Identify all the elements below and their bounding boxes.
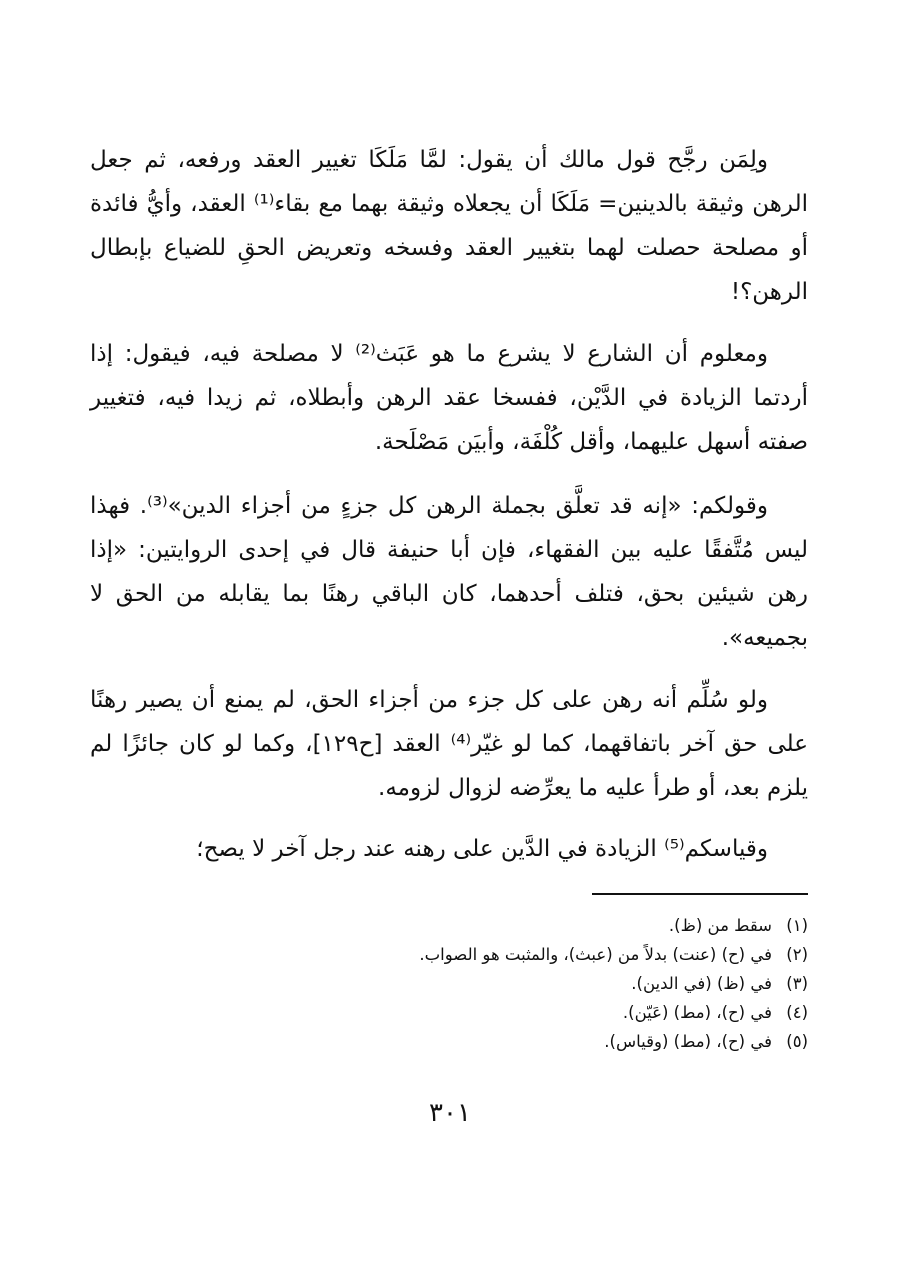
page-number: ٣٠١ <box>429 1098 471 1128</box>
paragraph-text: ولِمَن رجَّح قول مالك أن يقول: لمَّا مَلَكَا تغيير العقد ورفعه، ثم جعل الرهن وثيقة بالدينين= مَلَكَا أن يجعلاه وثيقة بهما مع بقاء⁽¹⁾ العقد، وأيُّ فائدة أو مصلحة حصلت لهما بتغيير العقد وفسخه وتعريض الحقِ للضياع بإبطال الرهن؟! <box>90 147 809 305</box>
footnote-separator <box>592 893 808 895</box>
footnote-text: في (ح)، (مط) (عَيّن). <box>622 1003 772 1022</box>
body-paragraph-5 <box>90 827 808 871</box>
footnote-text: سقط من (ظ). <box>668 916 772 935</box>
footnote-text: في (ح) (عنت) بدلاً من (عبث)، والمثبت هو الصواب. <box>419 945 772 964</box>
paragraph-text: وقولكم: «إنه قد تعلَّق بجملة الرهن كل جزءٍ من أجزاء الدين»⁽³⁾. فهذا ليس مُتَّفقًا عليه بين الفقهاء، فإن أبا حنيفة قال في إحدى الروايتين: «إذا رهن شيئين بحق، فتلف أحدهما، كان الباقي رهنًا بما يقابله من الحق لا بجميعه». <box>90 493 808 651</box>
footnote-number: (٢) <box>786 945 808 964</box>
footnote-text: في (ظ) (في الدين). <box>631 974 772 993</box>
body-paragraph-2 <box>90 332 808 464</box>
paragraph-text: ومعلوم أن الشارع لا يشرع ما هو عَبَث⁽²⁾ لا مصلحة فيه، فيقول: إذا أردتما الزيادة في الدَّيْن، ففسخا عقد الرهن وأبطلاه، ثم زيدا فيه، فتغيير صفته أسهل عليهما، وأقل كُلْفَة، وأبيَن مَصْلَحة. <box>90 341 808 455</box>
footnote-number: (٣) <box>786 974 808 993</box>
footnote-item <box>90 911 808 940</box>
footnotes <box>90 911 808 1056</box>
footnote-item <box>90 998 808 1027</box>
paragraph-text: وقياسكم⁽⁵⁾ الزيادة في الدَّين على رهنه عند رجل آخر لا يصح؛ <box>196 836 768 862</box>
footnote-item <box>90 1027 808 1056</box>
paragraph-text: ولو سُلِّم أنه رهن على كل جزء من أجزاء الحق، لم يمنع أن يصير رهنًا على حق آخر باتفاقهما، كما لو غيّر⁽⁴⁾ العقد [ح١٢٩]، وكما لو كان جائزًا لم يلزم بعد، أو طرأ عليه ما يعرِّضه لزوال لزومه. <box>90 687 808 801</box>
footnote-number: (٥) <box>786 1032 808 1051</box>
body-paragraph-4 <box>90 678 808 810</box>
footnote-item <box>90 940 808 969</box>
footnote-text: في (ح)، (مط) (وقياس). <box>604 1032 772 1051</box>
body-paragraph-3 <box>90 484 808 660</box>
body-paragraph-1 <box>90 138 808 314</box>
footnote-number: (٤) <box>786 1003 808 1022</box>
footnote-item <box>90 969 808 998</box>
footnote-number: (١) <box>786 916 808 935</box>
